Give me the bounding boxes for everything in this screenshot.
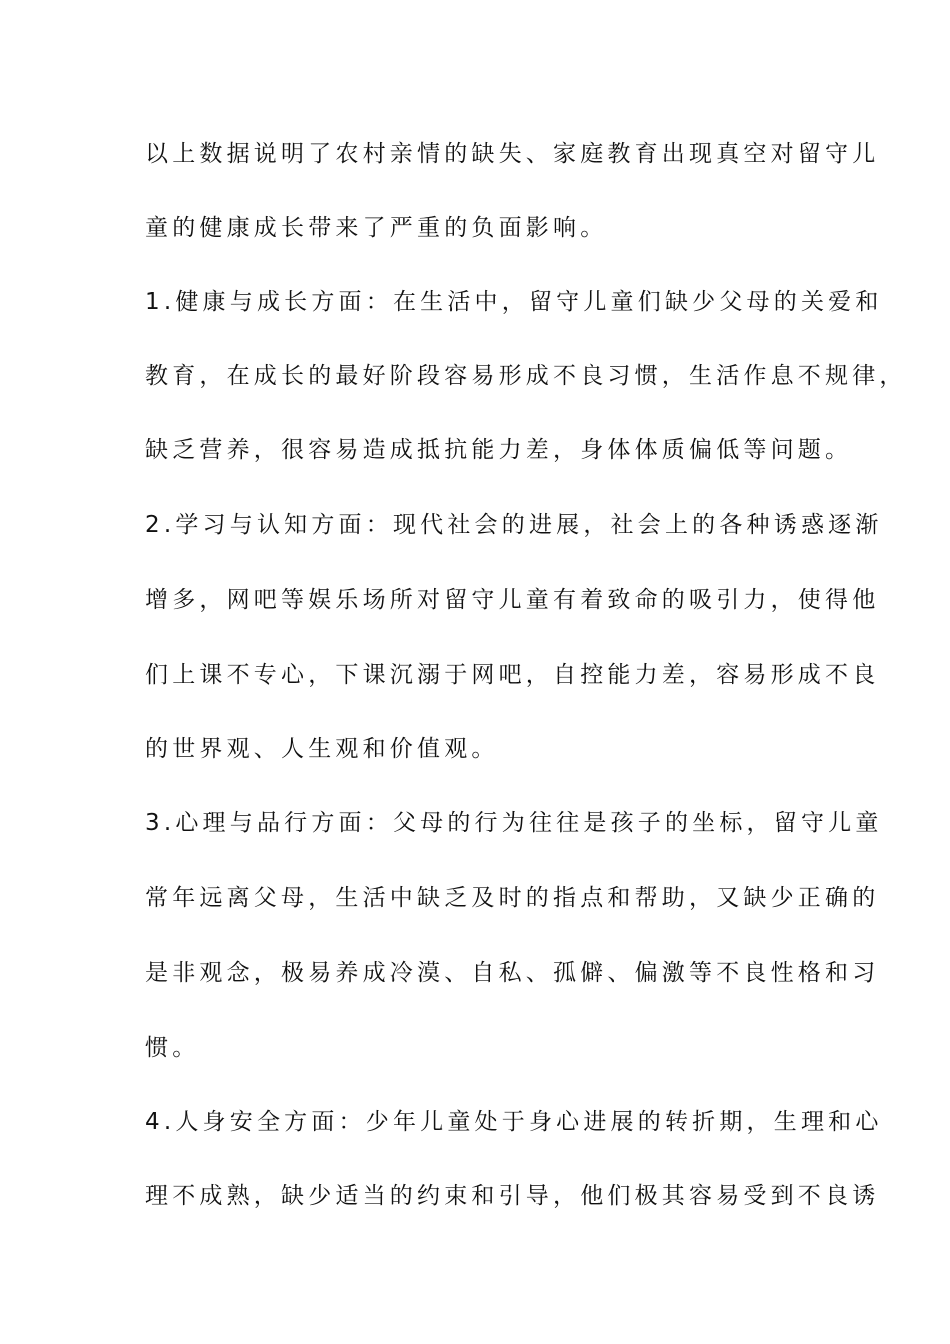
text-line: 1.健康与成长方面：在生活中，留守儿童们缺少父母的关爱和	[145, 289, 883, 315]
text-line: 以上数据说明了农村亲情的缺失、家庭教育出现真空对留守儿	[145, 141, 880, 167]
text-line: 2.学习与认知方面：现代社会的进展，社会上的各种诱惑逐渐	[145, 512, 883, 538]
text-line: 是非观念，极易养成冷漠、自私、孤僻、偏激等不良性格和习	[145, 960, 880, 986]
text-line: 惯。	[145, 1035, 200, 1061]
text-line: 的世界观、人生观和价值观。	[145, 736, 499, 762]
text-line: 教育，在成长的最好阶段容易形成不良习惯，生活作息不规律，	[145, 363, 907, 389]
text-line: 增多，网吧等娱乐场所对留守儿童有着致命的吸引力，使得他	[145, 587, 880, 613]
text-line: 缺乏营养，很容易造成抵抗能力差，身体体质偏低等问题。	[145, 437, 853, 463]
text-line: 常年远离父母，生活中缺乏及时的指点和帮助，又缺少正确的	[145, 885, 880, 911]
text-line: 们上课不专心，下课沉溺于网吧，自控能力差，容易形成不良	[145, 662, 880, 688]
text-line: 3.心理与品行方面：父母的行为往往是孩子的坐标，留守儿童	[145, 810, 883, 836]
text-line: 4.人身安全方面：少年儿童处于身心进展的转折期，生理和心	[145, 1109, 883, 1135]
text-line: 童的健康成长带来了严重的负面影响。	[145, 215, 608, 241]
text-line: 理不成熟，缺少适当的约束和引导，他们极其容易受到不良诱	[145, 1183, 880, 1209]
